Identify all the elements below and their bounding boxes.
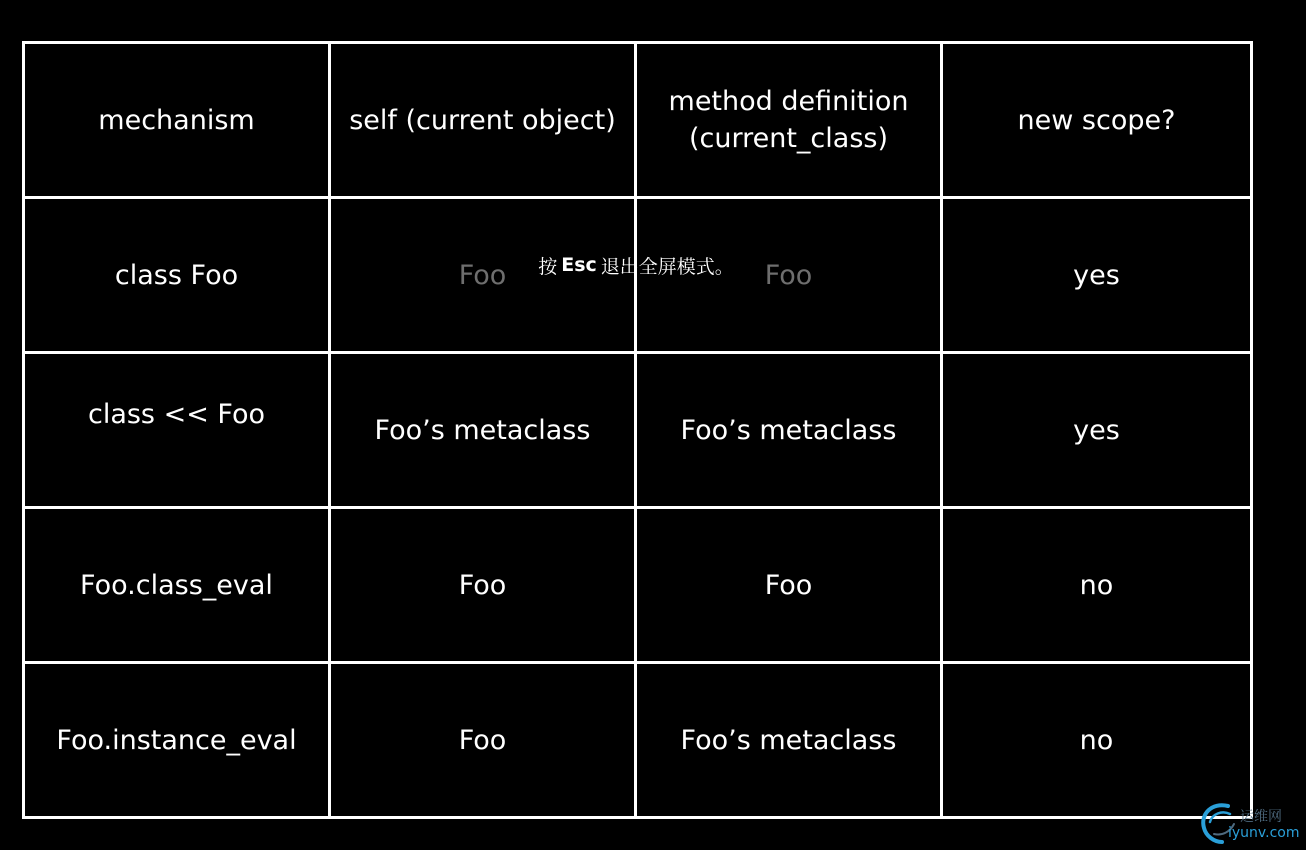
cell-new-scope: yes	[942, 353, 1252, 508]
cell-self: Foo	[330, 198, 636, 353]
cell-method-definition: Foo’s metaclass	[636, 663, 942, 818]
cell-self: Foo	[330, 663, 636, 818]
cell-mechanism: Foo.class_eval	[24, 508, 330, 663]
cell-method-definition: Foo	[636, 508, 942, 663]
watermark-site-name: 运维网	[1240, 809, 1282, 825]
cell-new-scope: yes	[942, 198, 1252, 353]
notice-suffix: 退出全屏模式。	[600, 255, 734, 278]
cell-self: Foo	[330, 508, 636, 663]
header-method-definition: method definition (current_class)	[636, 43, 942, 198]
site-watermark	[1198, 796, 1304, 848]
table-row	[24, 353, 1252, 508]
watermark-domain: iyunv.com	[1228, 825, 1300, 841]
header-new-scope: new scope?	[942, 43, 1252, 198]
cell-method-definition: Foo’s metaclass	[636, 353, 942, 508]
cell-mechanism: class Foo	[24, 198, 330, 353]
notice-key: Esc	[561, 254, 597, 276]
comparison-table	[22, 41, 1253, 819]
header-row	[24, 43, 1252, 198]
notice-prefix: 按	[538, 255, 558, 278]
header-self: self (current object)	[330, 43, 636, 198]
cell-new-scope: no	[942, 508, 1252, 663]
cell-self: Foo’s metaclass	[330, 353, 636, 508]
cell-mechanism: Foo.instance_eval	[24, 663, 330, 818]
cell-mechanism: class << Foo	[24, 353, 330, 508]
cell-new-scope: no	[942, 663, 1252, 818]
fullscreen-exit-notice	[528, 236, 744, 294]
header-mechanism: mechanism	[24, 43, 330, 198]
table-row	[24, 508, 1252, 663]
cell-method-definition: Foo	[636, 198, 942, 353]
table-row	[24, 663, 1252, 818]
